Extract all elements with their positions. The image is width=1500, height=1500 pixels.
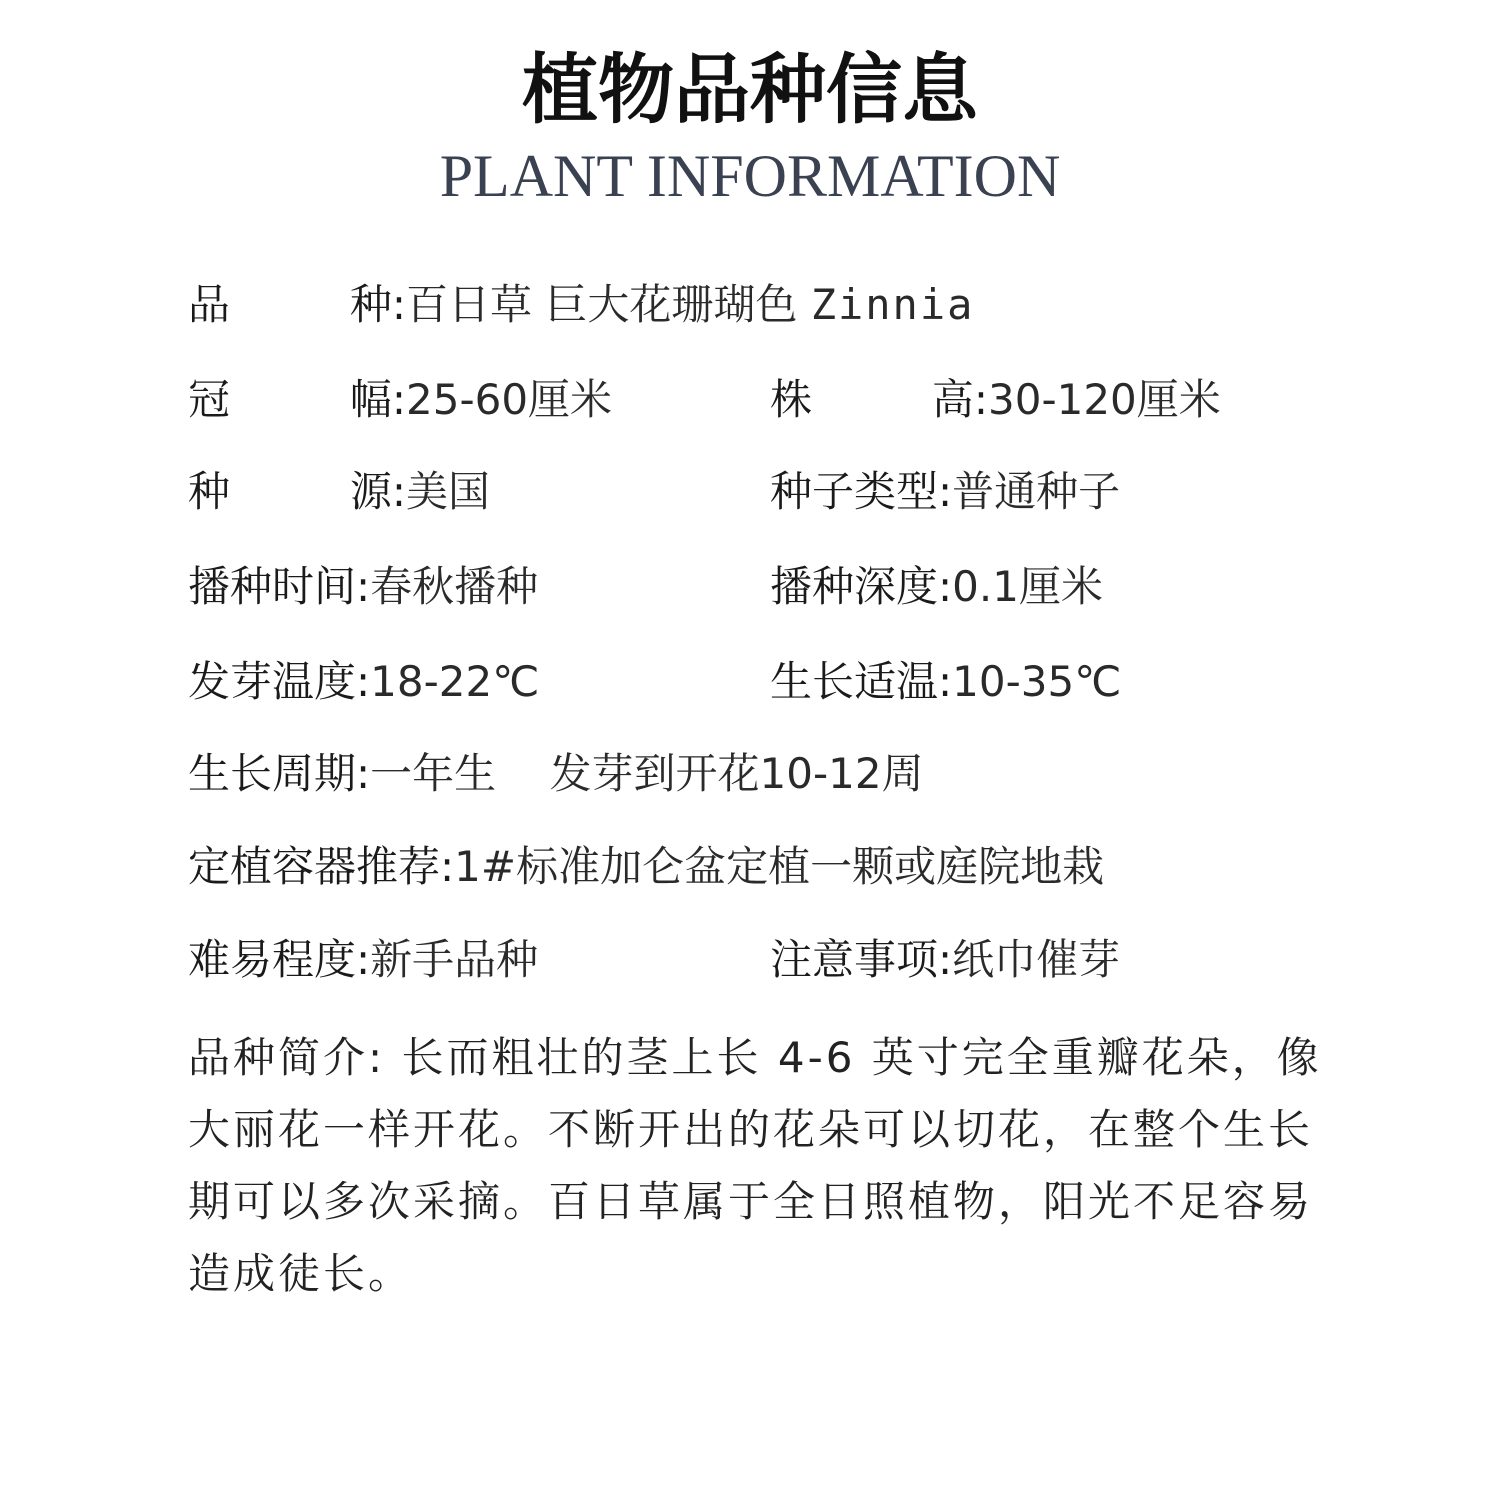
field-origin: [188, 462, 490, 522]
field-sowing-time-label: 播种时间:: [188, 562, 371, 611]
field-origin-value: 美国: [406, 467, 491, 516]
description-text: 长而粗壮的茎上长 4-6 英寸完全重瓣花朵，像大丽花一样开花。不断开出的花朵可以切花，在整个生长期可以多次采摘。百日草属于全日照植物，阳光不足容易造成徒长。: [188, 1033, 1322, 1298]
field-germination-temp: [188, 652, 539, 712]
page-title: 植物品种信息: [522, 45, 978, 134]
field-height-label: [770, 370, 988, 430]
field-variety-value: 百日草 巨大花珊瑚色: [406, 280, 811, 329]
field-origin-label: [188, 462, 406, 522]
field-variety-label: [188, 275, 406, 335]
field-notes-label: 注意事项:: [770, 935, 953, 984]
field-sowing-time-value: 春秋播种: [370, 562, 539, 611]
field-growth-temp-value: 10-35℃: [952, 657, 1122, 706]
field-difficulty-value: 新手品种: [370, 935, 539, 984]
description-label: 品种简介:: [188, 1033, 386, 1082]
field-notes: [770, 930, 1120, 990]
field-difficulty: [188, 930, 538, 990]
field-crown: [188, 370, 612, 430]
field-height: [770, 370, 1221, 430]
page-subtitle: PLANT INFORMATION: [439, 143, 1061, 209]
field-growth-temp: [770, 652, 1121, 712]
field-difficulty-label: 难易程度:: [188, 935, 371, 984]
field-growth-temp-label: 生长适温:: [770, 657, 953, 706]
field-container-value: 1#标准加仑盆定植一颗或庭院地栽: [454, 842, 1105, 891]
field-sowing-depth-label: 播种深度:: [770, 562, 953, 611]
field-variety: [188, 275, 974, 335]
field-sowing-depth: [770, 557, 1103, 617]
field-growth-cycle-value: 一年生 发芽到开花10-12周: [370, 749, 924, 798]
field-container: [188, 837, 1104, 897]
field-crown-value: 25-60厘米: [406, 375, 613, 424]
row-growth-cycle: [188, 744, 1388, 804]
row-container: [188, 837, 1388, 897]
row-variety: [188, 275, 1388, 335]
field-germination-temp-label: 发芽温度:: [188, 657, 371, 706]
field-seed-type: [770, 462, 1120, 522]
field-sowing-depth-value: 0.1厘米: [952, 562, 1103, 611]
field-sowing-time: [188, 557, 538, 617]
label-char: 种:: [349, 280, 406, 329]
row-sowing: [188, 557, 1388, 617]
row-temperature: [188, 652, 1388, 712]
row-origin: [188, 462, 1388, 522]
field-variety-latin: Zinnia: [810, 280, 975, 329]
row-difficulty: [188, 930, 1388, 990]
variety-description: [188, 1022, 1348, 1310]
row-size: [188, 370, 1388, 430]
field-height-value: 30-120厘米: [988, 375, 1221, 424]
label-char: 品: [188, 280, 231, 329]
label-char: 种: [188, 467, 231, 516]
field-germination-temp-value: 18-22℃: [370, 657, 540, 706]
field-seed-type-value: 普通种子: [952, 467, 1121, 516]
field-crown-label: [188, 370, 406, 430]
field-container-label: 定植容器推荐:: [188, 842, 455, 891]
label-char: 源:: [349, 467, 406, 516]
field-growth-cycle: [188, 744, 924, 804]
label-char: 冠: [188, 375, 231, 424]
label-char: 高:: [931, 375, 988, 424]
label-char: 幅:: [349, 375, 406, 424]
field-growth-cycle-label: 生长周期:: [188, 749, 371, 798]
field-notes-value: 纸巾催芽: [952, 935, 1121, 984]
field-seed-type-label: 种子类型:: [770, 467, 953, 516]
label-char: 株: [770, 375, 813, 424]
